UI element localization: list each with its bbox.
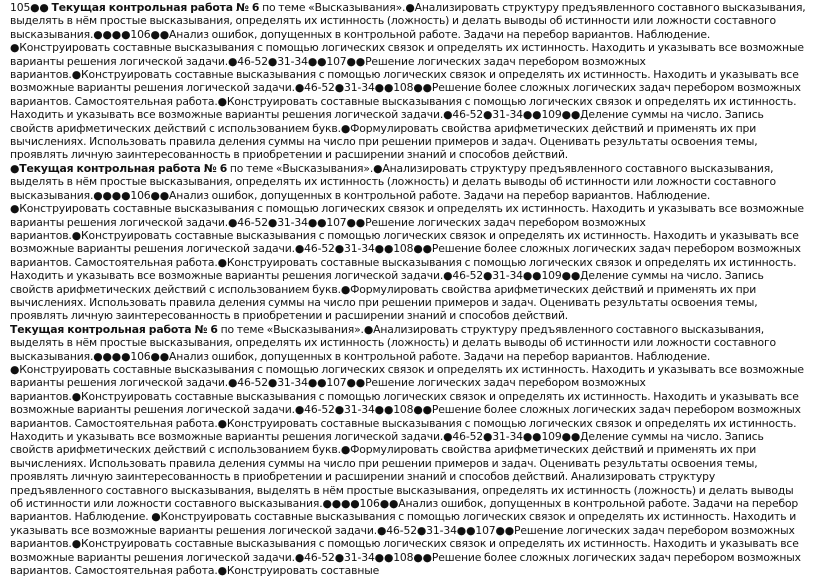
paragraph-2-body: по теме «Высказывания».●Анализировать структуру предъявленного составного высказывания, выделять в нём простые высказывания, определять их истинность (ложность) и делать выводы об истинности или ложности составного высказывания.●●●●106●●Анализ ошибок, допущенных в контрольной работе. Задачи на перебор вариантов. Наблюдение. ●Конструировать составные высказывания с помощью логических связок и определять их истинность. Находить и указывать все возможные варианты решения логической задачи.●46-52●31-34●●107●●Решение логических задач перебором возможных вариантов.●Конструировать составные высказывания с помощью логических связок и определять их истинность. Находить и указывать все возможные варианты решения логической задачи.●46-52●31-34●●108●●Решение более сложных логических задач перебором возможных вариантов. Самостоятельная работа.●Конструировать составные высказывания с помощью логических связок и определять их истинность. Находить и указывать все возможные варианты решения логической задачи.●46-52●31-34●●109●●Деление суммы на число. Запись свойств арифметических действий с использованием букв.●Формулировать свойства арифметических действий и применять их при вычислениях. Использовать правила деления суммы на число при решении примеров и задач. Оценивать результаты освоения темы, проявлять личную заинтересованность в приобретении и расширении знаний и способов действий. <box>10 161 804 323</box>
document-page <box>10 0 806 577</box>
paragraph-1-prefix: 105●● <box>10 1 52 14</box>
paragraph-3-title: Текущая контрольная работа № 6 <box>10 322 218 336</box>
paragraph-3-body: по теме «Высказывания».●Анализировать структуру предъявленного составного высказывания, выделять в нём простые высказывания, определять их истинность (ложность) и делать выводы об истинности или ложности составного высказывания.●●●●106●●Анализ ошибок, допущенных в контрольной работе. Задачи на перебор вариантов. Наблюдение. ●Конструировать составные высказывания с помощью логических связок и определять их истинность. Находить и указывать все возможные варианты решения логической задачи.●46-52●31-34●●107●●Решение логических задач перебором возможных вариантов.●Конструировать составные высказывания с помощью логических связок и определять их истинность. Находить и указывать все возможные варианты решения логической задачи.●46-52●31-34●●108●●Решение более сложных логических задач перебором возможных вариантов. Самостоятельная работа.●Конструировать составные высказывания с помощью логических связок и определять их истинность. Находить и указывать все возможные варианты решения логической задачи.●46-52●31-34●●109●●Деление суммы на число. Запись свойств арифметических действий с использованием букв.●Формулировать свойства арифметических действий и применять их при вычислениях. Использовать правила деления суммы на число при решении примеров и задач. Оценивать результаты освоения темы, проявлять личную заинтересованность в приобретении и расширении знаний и способов действий. Анализировать структуру предъявленного составного высказывания, выделять в нём простые высказывания, определять их истинность (ложность) и делать выводы об истинности или ложности составного высказывания.●●●●106●●Анализ ошибок, допущенных в контрольной работе. Задачи на перебор вариантов. Наблюдение. ●Конструировать составные высказывания с помощью логических связок и определять их истинность. Находить и указывать все возможные варианты решения логической задачи.●46-52●31-34●●107●●Решение логических задач перебором возможных вариантов.●Конструировать составные высказывания с помощью логических связок и определять их истинность. Находить и указывать все возможные варианты решения логической задачи.●46-52●31-34●●108●●Решение более сложных логических задач перебором возможных вариантов. Самостоятельная работа.●Конструировать составные <box>10 322 804 577</box>
paragraph-3 <box>10 323 806 577</box>
paragraph-2-prefix: ● <box>10 161 20 175</box>
paragraph-2 <box>10 162 806 323</box>
paragraph-2-title: Текущая контрольная работа № 6 <box>19 161 228 175</box>
paragraph-1-title: Текущая контрольная работа № 6 <box>51 1 260 14</box>
paragraph-1 <box>10 1 806 162</box>
paragraph-1-body: по теме «Высказывания».●Анализировать структуру предъявленного составного высказывания, выделять в нём простые высказывания, определять их истинность (ложность) и делать выводы об истинности или ложности составного высказывания.●●●●106●●Анализ ошибок, допущенных в контрольной работе. Задачи на перебор вариантов. Наблюдение. ●Конструировать составные высказывания с помощью логических связок и определять их истинность. Находить и указывать все возможные варианты решения логической задачи.●46-52●31-34●●107●●Решение логических задач перебором возможных вариантов.●Конструировать составные высказывания с помощью логических связок и определять их истинность. Находить и указывать все возможные варианты решения логической задачи.●46-52●31-34●●108●●Решение более сложных логических задач перебором возможных вариантов. Самостоятельная работа.●Конструировать составные высказывания с помощью логических связок и определять их истинность. Находить и указывать все возможные варианты решения логической задачи.●46-52●31-34●●109●●Деление суммы на число. Запись свойств арифметических действий с использованием букв.●Формулировать свойства арифметических действий и применять их при вычислениях. Использовать правила деления суммы на число при решении примеров и задач. Оценивать результаты освоения темы, проявлять личную заинтересованность в приобретении и расширении знаний и способов действий. <box>10 1 806 162</box>
